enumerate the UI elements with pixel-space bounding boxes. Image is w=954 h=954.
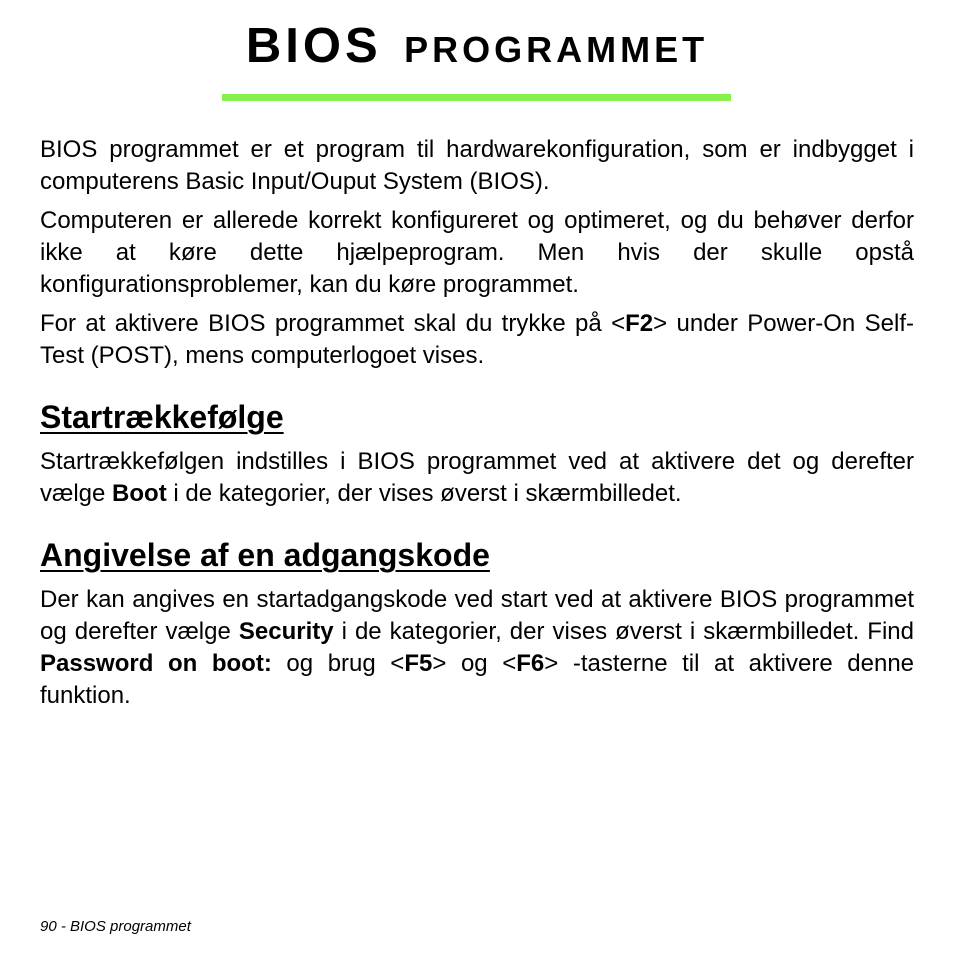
- page-footer: 90 - BIOS programmet: [40, 918, 191, 935]
- key-f2: F2: [625, 310, 654, 337]
- intro-paragraph-3-text-a: For at aktivere BIOS programmet skal du trykke på <: [40, 310, 626, 337]
- boot-keyword: Boot: [112, 480, 167, 507]
- section-heading-password: Angivelse af en adgangskode: [40, 537, 490, 573]
- security-keyword: Security: [238, 618, 334, 645]
- page-title-main: BIOS: [245, 19, 382, 73]
- section-heading-boot-order: Startrækkefølge: [40, 399, 284, 435]
- password-text-d: > og <: [432, 650, 517, 677]
- page-title: [0, 19, 954, 73]
- boot-order-text-a: Startrækkefølgen indstilles i BIOS programmet ved at aktivere det og derefter vælge: [40, 448, 914, 507]
- boot-order-text-b: i de kategorier, der vises øverst i skærmbilledet.: [166, 480, 682, 507]
- intro-paragraph-1: BIOS programmet er et program til hardwarekonfiguration, som er indbygget i computerens Basic Input/Ouput System (BIOS).: [40, 136, 914, 195]
- title-underline-bar: [222, 94, 731, 101]
- page-content: [40, 134, 914, 719]
- page-title-sub-text: PROGRAMMET: [404, 29, 709, 70]
- password-on-boot-keyword: Password on boot:: [40, 650, 272, 677]
- key-f5: F5: [404, 650, 433, 677]
- password-text-e: > -tasterne til at aktivere denne funktion.: [40, 650, 915, 709]
- password-text-b: i de kategorier, der vises øverst i skærmbilledet. Find: [333, 618, 914, 645]
- intro-paragraph-3-text-b: > under Power-On Self-Test (POST), mens computerlogoet vises.: [40, 310, 914, 369]
- password-text-a: Der kan angives en startadgangskode ved start ved at aktivere BIOS programmet og derefter vælge: [40, 586, 914, 645]
- password-text-c: og brug <: [271, 650, 405, 677]
- boot-order-paragraph: [40, 446, 914, 510]
- password-paragraph: [40, 584, 914, 712]
- key-f6: F6: [516, 650, 545, 677]
- intro-paragraph-3: [40, 308, 914, 372]
- page-title-sub: [390, 29, 708, 70]
- intro-paragraph-2: Computeren er allerede korrekt konfigureret og optimeret, og du behøver derfor ikke at køre dette hjælpeprogram. Men hvis der skulle opstå konfigurationsproblemer, kan du køre programmet.: [40, 207, 914, 298]
